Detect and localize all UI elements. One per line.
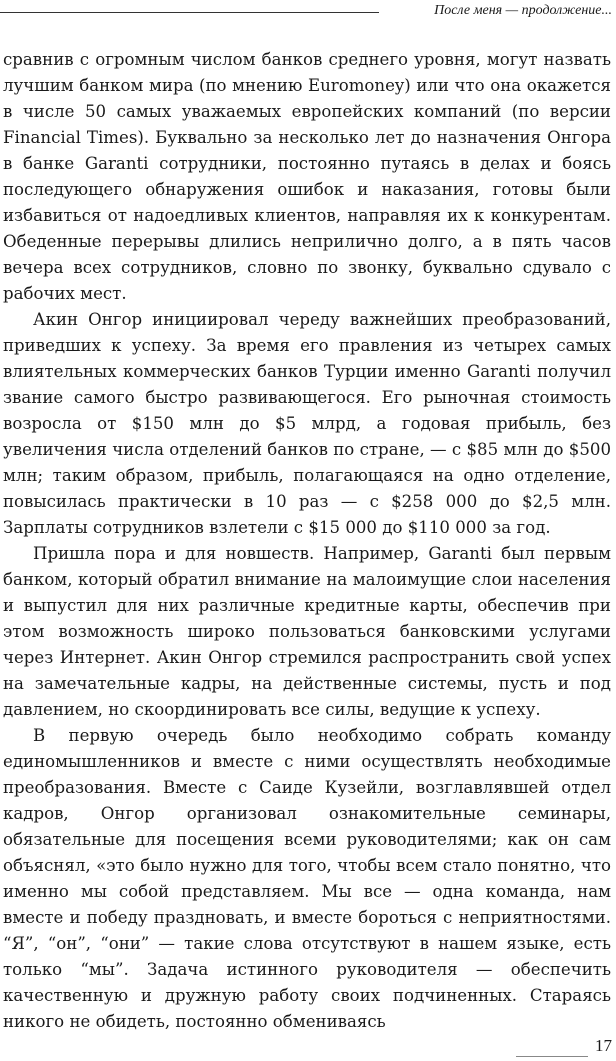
page-number: 17 — [595, 1036, 612, 1055]
paragraph-4: В первую очередь было необходимо собрать команду единомышленников и вместе с ними осуществлять необходимые преобразования. Вместе с Саиде Кузейли, возглавлявшей отдел кадров, Онгор организовал ознакомительные семинары, обязательные для посещения всеми руководителями; как он сам объяснял, «это было нужно для того, чтобы всем стало понятно, что именно мы собой представляем. Мы все — одна команда, нам вместе и победу праздновать, и вместе бороться с неприятностями. “Я”, “он”, “они” — такие слова отсутствуют в нашем языке, есть только “мы”. Задача истинного руководителя — обеспечить качественную и дружную работу своих подчиненных. Стараясь никого не обидеть, постоянно обмениваясь — [3, 726, 611, 1031]
paragraph-1: сравнив с огромным числом банков среднего уровня, могут назвать лучшим банком мира (по мнению Euromoney) или что она окажется в числе 50 самых уважаемых европейских компаний (по версии Financial Times). Буквально за несколько лет до назначения Онгора в банке Garanti сотрудники, постоянно путаясь в делах и боясь последующего обнаружения ошибок и наказания, готовы были избавиться от надоедливых клиентов, направляя их к конкурентам. Обеденные перерывы длились неприлично долго, а в пять часов вечера всех сотрудников, словно по звонку, буквально сдувало с рабочих мест. — [3, 50, 611, 303]
paragraph-2: Акин Онгор инициировал череду важнейших преобразований, приведших к успеху. За время его правления из четырех самых влиятельных коммерческих банков Турции именно Garanti получил звание самого быстро развивающегося. Его рыночная стоимость возросла от $150 млн до $5 млрд, а годовая прибыль, без увеличения числа отделений банков по стране, — с $85 млн до $500 млн; таким образом, прибыль, полагающаяся на одно отделение, повысилась практически в 10 раз — с $258 000 до $2,5 млн. Зарплаты сотрудников взлетели с $15 000 до $110 000 за год. — [3, 310, 611, 537]
body-text — [3, 47, 611, 1035]
running-header — [0, 0, 616, 26]
footer-rule — [516, 1056, 588, 1057]
running-title: После меня — продолжение... — [434, 3, 612, 18]
page-footer — [0, 1035, 616, 1061]
paragraph-3: Пришла пора и для новшеств. Например, Garanti был первым банком, который обратил внимание на малоимущие слои населения и выпустил для них различные кредитные карты, обеспечив при этом возможность широко пользоваться банковскими услугами через Интернет. Акин Онгор стремился распространить свой успех на замечательные кадры, на действенные системы, пусть и под давлением, но скоординировать все силы, ведущие к успеху. — [3, 544, 611, 719]
header-rule — [0, 12, 379, 13]
